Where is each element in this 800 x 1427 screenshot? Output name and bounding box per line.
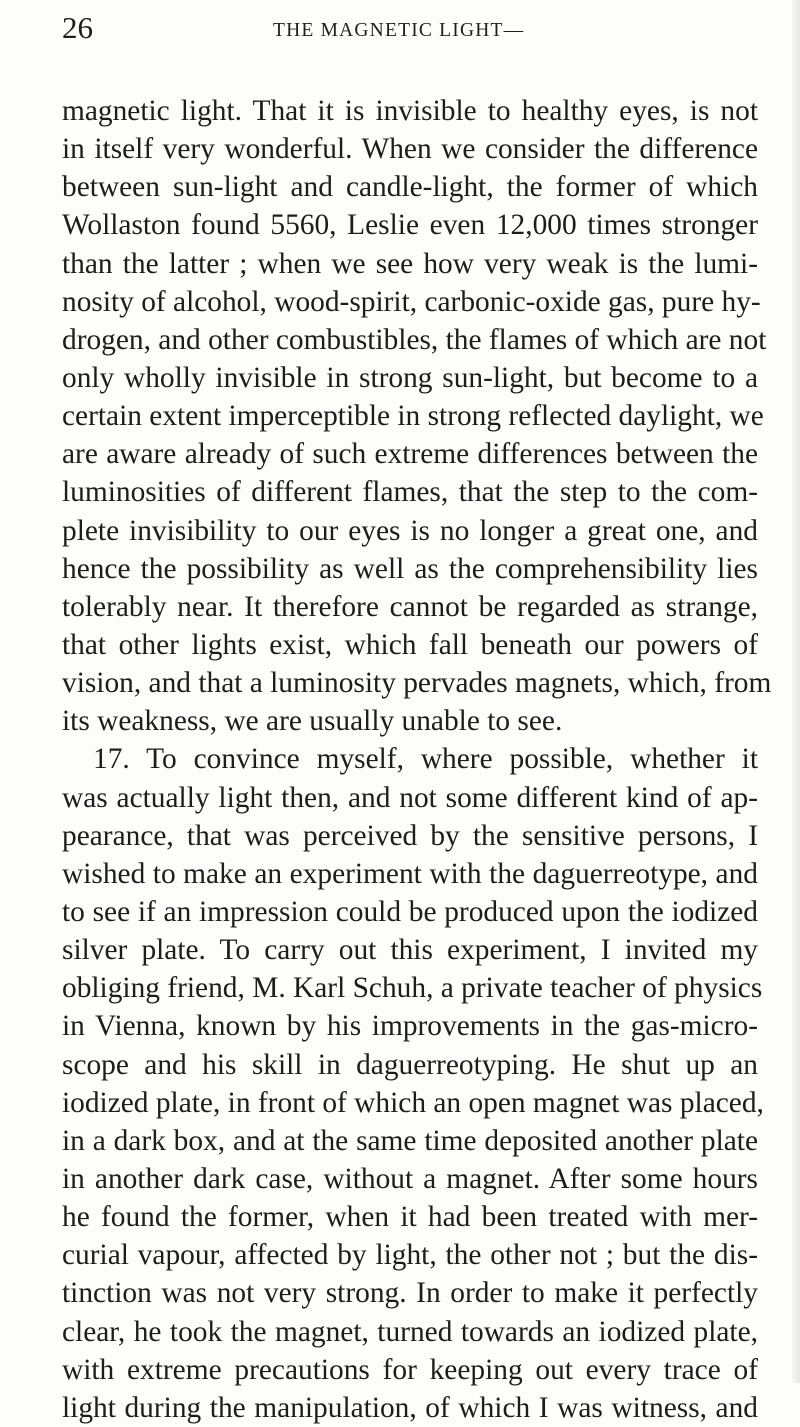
text-line-5: than the latter ; when we see how very weak is the lumi- — [62, 247, 758, 280]
text-line-11: luminosities of different flames, that the step to the com- — [62, 476, 758, 509]
text-line-3: between sun-light and candle-light, the former of which — [62, 171, 758, 204]
text-line-23: silver plate. To carry out this experiment, I invited my — [62, 934, 758, 967]
text-line-28: in a dark box, and at the same time deposited another plate — [62, 1124, 758, 1157]
text-line-8: only wholly invisible in strong sun-light, but become to a — [62, 361, 758, 394]
text-line-2: in itself very wonderful. When we consider the difference — [62, 133, 758, 166]
text-line-33: clear, he took the magnet, turned towards an iodized plate, — [62, 1315, 758, 1348]
text-line-15: that other lights exist, which fall beneath our powers of — [62, 628, 758, 661]
text-line-4: Wollaston found 5560, Leslie even 12,000 times stronger — [62, 209, 758, 242]
text-line-12: plete invisibility to our eyes is no longer a great one, and — [62, 514, 758, 547]
text-line-29: in another dark case, without a magnet. After some hours — [62, 1162, 758, 1195]
running-title: THE MAGNETIC LIGHT— — [273, 20, 525, 41]
text-line-14: tolerably near. It therefore cannot be regarded as strange, — [62, 590, 758, 623]
text-line-21: wished to make an experiment with the daguerreotype, and — [62, 857, 758, 890]
running-head — [62, 8, 762, 48]
text-line-25: in Vienna, known by his improvements in the gas-micro- — [62, 1010, 758, 1043]
body-text — [62, 92, 772, 1427]
text-line-26: scope and his skill in daguerreotyping. He shut up an — [62, 1048, 758, 1081]
text-line-30: he found the former, when it had been treated with mer- — [62, 1201, 758, 1234]
text-line-17: its weakness, we are usually unable to see. — [62, 705, 563, 738]
text-line-34: with extreme precautions for keeping out every trace of — [62, 1353, 758, 1386]
text-line-10: are aware already of such extreme differences between the — [62, 438, 758, 471]
text-line-19: was actually light then, and not some different kind of ap- — [62, 781, 758, 814]
text-line-35: light during the manipulation, of which I was witness, and — [62, 1391, 758, 1424]
text-line-27: iodized plate, in front of which an open magnet was placed, — [62, 1086, 764, 1119]
paragraph-17-first-line: 17. To convince myself, where possible, whether it — [93, 743, 758, 776]
page-number: 26 — [62, 10, 93, 45]
page-edge-shadow — [792, 0, 800, 1383]
text-line-31: curial vapour, affected by light, the other not ; but the dis- — [62, 1239, 758, 1272]
text-line-20: pearance, that was perceived by the sensitive persons, I — [62, 819, 758, 852]
text-line-1: magnetic light. That it is invisible to healthy eyes, is not — [62, 95, 758, 127]
text-line-22: to see if an impression could be produced upon the iodized — [62, 895, 758, 928]
text-line-16: vision, and that a luminosity pervades magnets, which, from — [62, 667, 772, 700]
text-line-24: obliging friend, M. Karl Schuh, a private teacher of physics — [62, 972, 763, 1005]
text-line-32: tinction was not very strong. In order to make it perfectly — [62, 1277, 758, 1310]
text-line-7: drogen, and other combustibles, the flames of which are not — [62, 323, 767, 356]
text-line-13: hence the possibility as well as the comprehensibility lies — [62, 552, 758, 585]
text-line-9: certain extent imperceptible in strong reflected daylight, we — [62, 400, 764, 433]
text-line-6: nosity of alcohol, wood-spirit, carbonic-oxide gas, pure hy- — [62, 285, 761, 318]
